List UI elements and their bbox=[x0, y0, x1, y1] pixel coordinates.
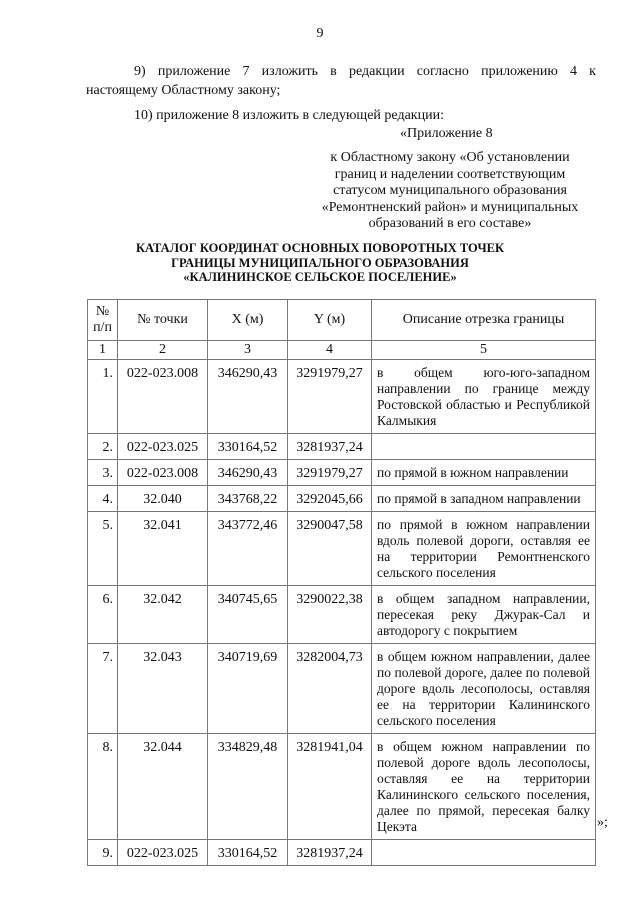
cell-index: 7. bbox=[88, 644, 118, 734]
cell-y: 3281941,04 bbox=[288, 734, 372, 840]
cell-index: 1. bbox=[88, 360, 118, 434]
table-row bbox=[88, 586, 596, 644]
cell-description: в общем западном направлении, пересекая реку Джурак-Сал и автодорогу с покрытием bbox=[372, 586, 596, 644]
header-index-line1: № bbox=[95, 304, 110, 319]
cell-x: 346290,43 bbox=[208, 460, 288, 486]
cell-point: 022-023.008 bbox=[118, 360, 208, 434]
cell-point: 32.044 bbox=[118, 734, 208, 840]
cell-index: 6. bbox=[88, 586, 118, 644]
table-header-row bbox=[88, 300, 596, 341]
cell-description: по прямой в южном направлении bbox=[372, 460, 596, 486]
cell-point: 32.040 bbox=[118, 486, 208, 512]
column-number: 4 bbox=[288, 341, 372, 360]
cell-point: 022-023.025 bbox=[118, 434, 208, 460]
cell-y: 3281937,24 bbox=[288, 434, 372, 460]
table-row bbox=[88, 360, 596, 434]
cell-index: 4. bbox=[88, 486, 118, 512]
column-number: 1 bbox=[88, 341, 118, 360]
table-row bbox=[88, 486, 596, 512]
page-number: 9 bbox=[316, 26, 324, 41]
cell-index: 2. bbox=[88, 434, 118, 460]
appendix-subtitle bbox=[300, 150, 600, 233]
catalog-title-line: ГРАНИЦЫ МУНИЦИПАЛЬНОГО ОБРАЗОВАНИЯ bbox=[171, 255, 469, 270]
cell-index: 5. bbox=[88, 512, 118, 586]
header-x: X (м) bbox=[208, 300, 288, 341]
cell-x: 346290,43 bbox=[208, 360, 288, 434]
column-number: 5 bbox=[372, 341, 596, 360]
cell-x: 330164,52 bbox=[208, 840, 288, 866]
cell-point: 32.041 bbox=[118, 512, 208, 586]
table-row bbox=[88, 734, 596, 840]
paragraph-item-9-line1: 9) приложение 7 изложить в редакции согласно приложению 4 к bbox=[134, 64, 596, 79]
cell-y: 3292045,66 bbox=[288, 486, 372, 512]
catalog-title-line: КАТАЛОГ КООРДИНАТ ОСНОВНЫХ ПОВОРОТНЫХ ТОЧЕК bbox=[135, 241, 505, 255]
table-row bbox=[88, 434, 596, 460]
header-y: Y (м) bbox=[288, 300, 372, 341]
cell-description bbox=[372, 434, 596, 460]
table-row bbox=[88, 644, 596, 734]
header-index bbox=[88, 300, 118, 341]
column-number-row bbox=[88, 341, 596, 360]
header-index-line2: п/п bbox=[93, 320, 112, 335]
column-number: 2 bbox=[118, 341, 208, 360]
cell-y: 3290047,58 bbox=[288, 512, 372, 586]
cell-x: 340745,65 bbox=[208, 586, 288, 644]
cell-point: 32.043 bbox=[118, 644, 208, 734]
cell-description: в общем южном направлении, далее по полевой дороге, далее по полевой дороге вдоль лесополосы, оставляя ее на территории Калининского сельского поселения bbox=[372, 644, 596, 734]
cell-x: 334829,48 bbox=[208, 734, 288, 840]
cell-description: по прямой в южном направлении вдоль полевой дороги, оставляя ее на территории Ремонтненского сельского поселения bbox=[372, 512, 596, 586]
cell-y: 3290022,38 bbox=[288, 586, 372, 644]
cell-point: 022-023.008 bbox=[118, 460, 208, 486]
cell-x: 343772,46 bbox=[208, 512, 288, 586]
cell-description: в общем южном направлении по полевой дороге вдоль лесополосы, оставляя ее на территории Калининского сельского поселения, далее по прямой, пересекая балку Цекэта bbox=[372, 734, 596, 840]
appendix-subtitle-line: статусом муниципального образования bbox=[333, 183, 567, 198]
paragraph-item-10: 10) приложение 8 изложить в следующей редакции: bbox=[134, 108, 444, 123]
cell-y: 3282004,73 bbox=[288, 644, 372, 734]
column-number: 3 bbox=[208, 341, 288, 360]
cell-x: 343768,22 bbox=[208, 486, 288, 512]
header-point: № точки bbox=[118, 300, 208, 341]
cell-index: 8. bbox=[88, 734, 118, 840]
appendix-subtitle-line: «Ремонтненский район» и муниципальных bbox=[321, 199, 579, 215]
appendix-subtitle-line: к Областному закону «Об установлении bbox=[330, 150, 570, 165]
catalog-title bbox=[0, 241, 640, 285]
paragraph-item-9-line2: настоящему Областному закону; bbox=[86, 83, 281, 98]
cell-y: 3291979,27 bbox=[288, 460, 372, 486]
header-description: Описание отрезка границы bbox=[372, 300, 596, 341]
cell-x: 330164,52 bbox=[208, 434, 288, 460]
cell-description: по прямой в западном направлении bbox=[372, 486, 596, 512]
cell-index: 3. bbox=[88, 460, 118, 486]
appendix-title: «Приложение 8 bbox=[400, 126, 493, 141]
table-row bbox=[88, 460, 596, 486]
table-row bbox=[88, 840, 596, 866]
cell-description: в общем юго-юго-западном направлении по границе между Ростовской областью и Республикой Калмыкия bbox=[372, 360, 596, 434]
appendix-subtitle-line: границ и наделении соответствующим bbox=[334, 166, 566, 182]
table-row bbox=[88, 512, 596, 586]
cell-description bbox=[372, 840, 596, 866]
appendix-subtitle-line: образований в его составе» bbox=[368, 216, 532, 231]
cell-index: 9. bbox=[88, 840, 118, 866]
catalog-title-line: «КАЛИНИНСКОЕ СЕЛЬСКОЕ ПОСЕЛЕНИЕ» bbox=[183, 270, 457, 284]
cell-point: 022-023.025 bbox=[118, 840, 208, 866]
cell-x: 340719,69 bbox=[208, 644, 288, 734]
cell-y: 3291979,27 bbox=[288, 360, 372, 434]
closing-quote: »; bbox=[597, 815, 608, 830]
cell-y: 3281937,24 bbox=[288, 840, 372, 866]
coordinates-table bbox=[87, 299, 596, 866]
cell-point: 32.042 bbox=[118, 586, 208, 644]
